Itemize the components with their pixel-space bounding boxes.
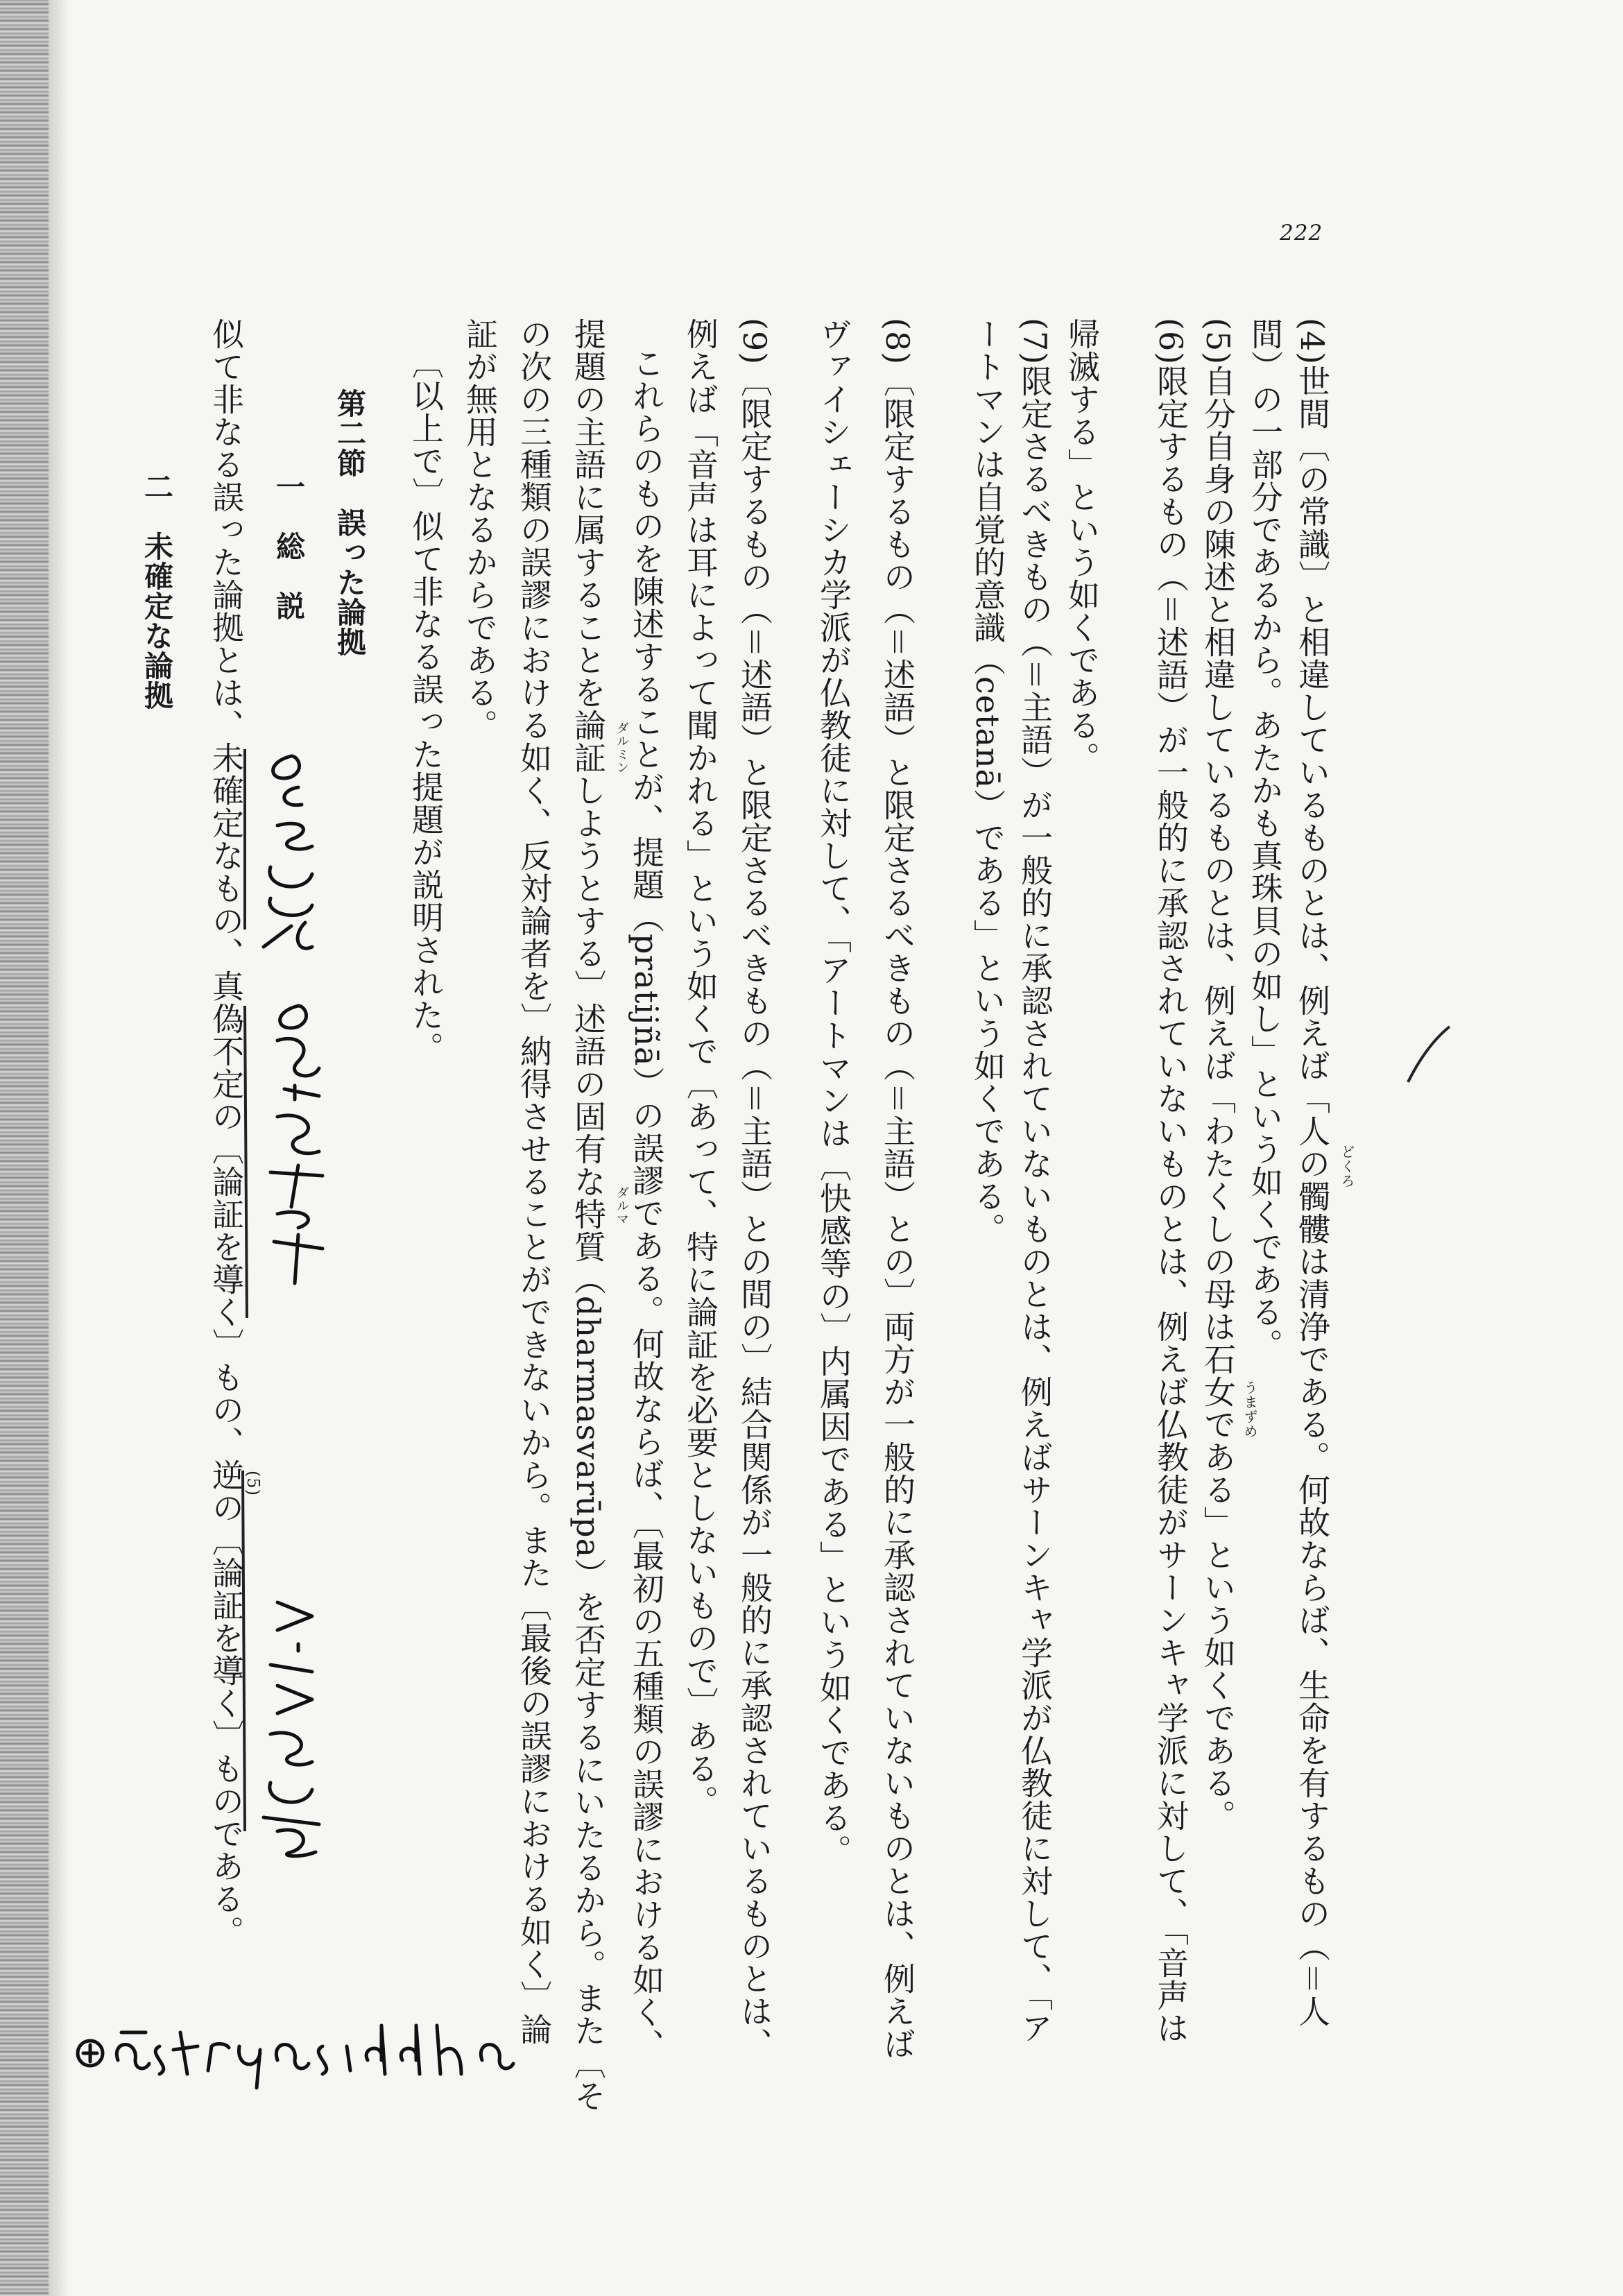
text-column: 例えば「音声は耳によって聞かれる」という如くで〔あって、特に論証を必要としないもので〕ある。 <box>682 318 719 1817</box>
text-column: 間）の一部分であるから。あたかも真珠貝の如し」という如くである。 <box>1246 318 1284 1361</box>
text-column: (6)限定するもの（＝述語）が一般的に承認されていないものとは、例えば仏教徒がサーンキャ学派に対して、「音声は <box>1152 318 1190 2045</box>
handwritten-viruddha <box>250 1595 347 1859</box>
ruby-dokuro: どくろ <box>1339 1145 1355 1188</box>
subsection-heading: 一 総 説 <box>272 472 306 621</box>
handwritten-asrayasiddha <box>69 2005 555 2109</box>
text-column: 〔以上で〕似て非なる誤った提題が説明された。 <box>407 347 445 1064</box>
handwritten-asiddha <box>250 749 340 957</box>
text-column: (9)〔限定するもの（＝述語）と限定さるべきもの（＝主語）との間の〕結合関係が一般的に承認されているものとは、 <box>736 318 773 2061</box>
handwritten-anaikantika <box>257 999 347 1290</box>
section-heading: 第二節 誤った論拠 <box>333 388 367 657</box>
text-column: (7)限定さるべきもの（＝主語）が一般的に承認されていないものとは、例えばサーンキャ学派が仏教徒に対して、「ア <box>1016 318 1054 2045</box>
text-column: (8)〔限定するもの（＝述語）と限定さるべきもの（＝主語）との〕両方が一般的に承認されていないものとは、例えば <box>879 318 916 2061</box>
text-column: 証が無用となるからである。 <box>461 318 499 742</box>
text-column: (4)世間〔の常識〕と相違しているものとは、例えば「人の髑髏は清浄である。何故ならば、生命を有するもの（＝人 <box>1294 318 1331 2028</box>
text-column: (5)自分自身の陳述と相違しているものとは、例えば「わたくしの母は石女である」という如くである。 <box>1199 318 1237 1833</box>
text-column: の次の三種類の誤謬における如く、反対論者を〕納得させることができないから。また〔最後の誤謬における如く〕論 <box>515 318 553 2046</box>
text-column: これらのものを陳述することが、提題（pratijñā）の誤謬である。何故ならば、〔最初の五種類の誤謬における如く、 <box>628 347 665 2062</box>
ruby-daruma: ダルマ <box>615 1186 629 1226</box>
text-column: ヴァイシェーシカ学派が仏教徒に対して、「アートマンは〔快感等の〕内属因である」という如くである。 <box>815 318 852 1867</box>
text-column: 提題の主語に属することを論証しようとする〕述語の固有な特質（dharmasvarūpa）を否定するにいたるから。また〔そ <box>569 318 607 2113</box>
footnote-marker: (5) <box>243 1471 263 1496</box>
pen-stroke-underline <box>234 749 255 1859</box>
text-column: ートマンは自覚的意識（cetanā）である」という如くである。 <box>969 318 1006 1245</box>
text-column: 帰滅する」という如くである。 <box>1063 318 1101 774</box>
text-column: 似て非なる誤った論拠とは、未確定なもの、真偽不定の〔論証を導く〕もの、逆の〔論証を導く〕ものである。 <box>207 318 245 1948</box>
ruby-umazume: うまずめ <box>1242 1380 1258 1439</box>
scan-binding-edge <box>0 0 49 2296</box>
stray-pen-mark <box>1401 1020 1457 1089</box>
subsection-heading: 二 未確定な論拠 <box>140 472 174 710</box>
ruby-darumin: ダルミン <box>615 721 629 774</box>
page-number: 222 <box>1280 221 1323 246</box>
